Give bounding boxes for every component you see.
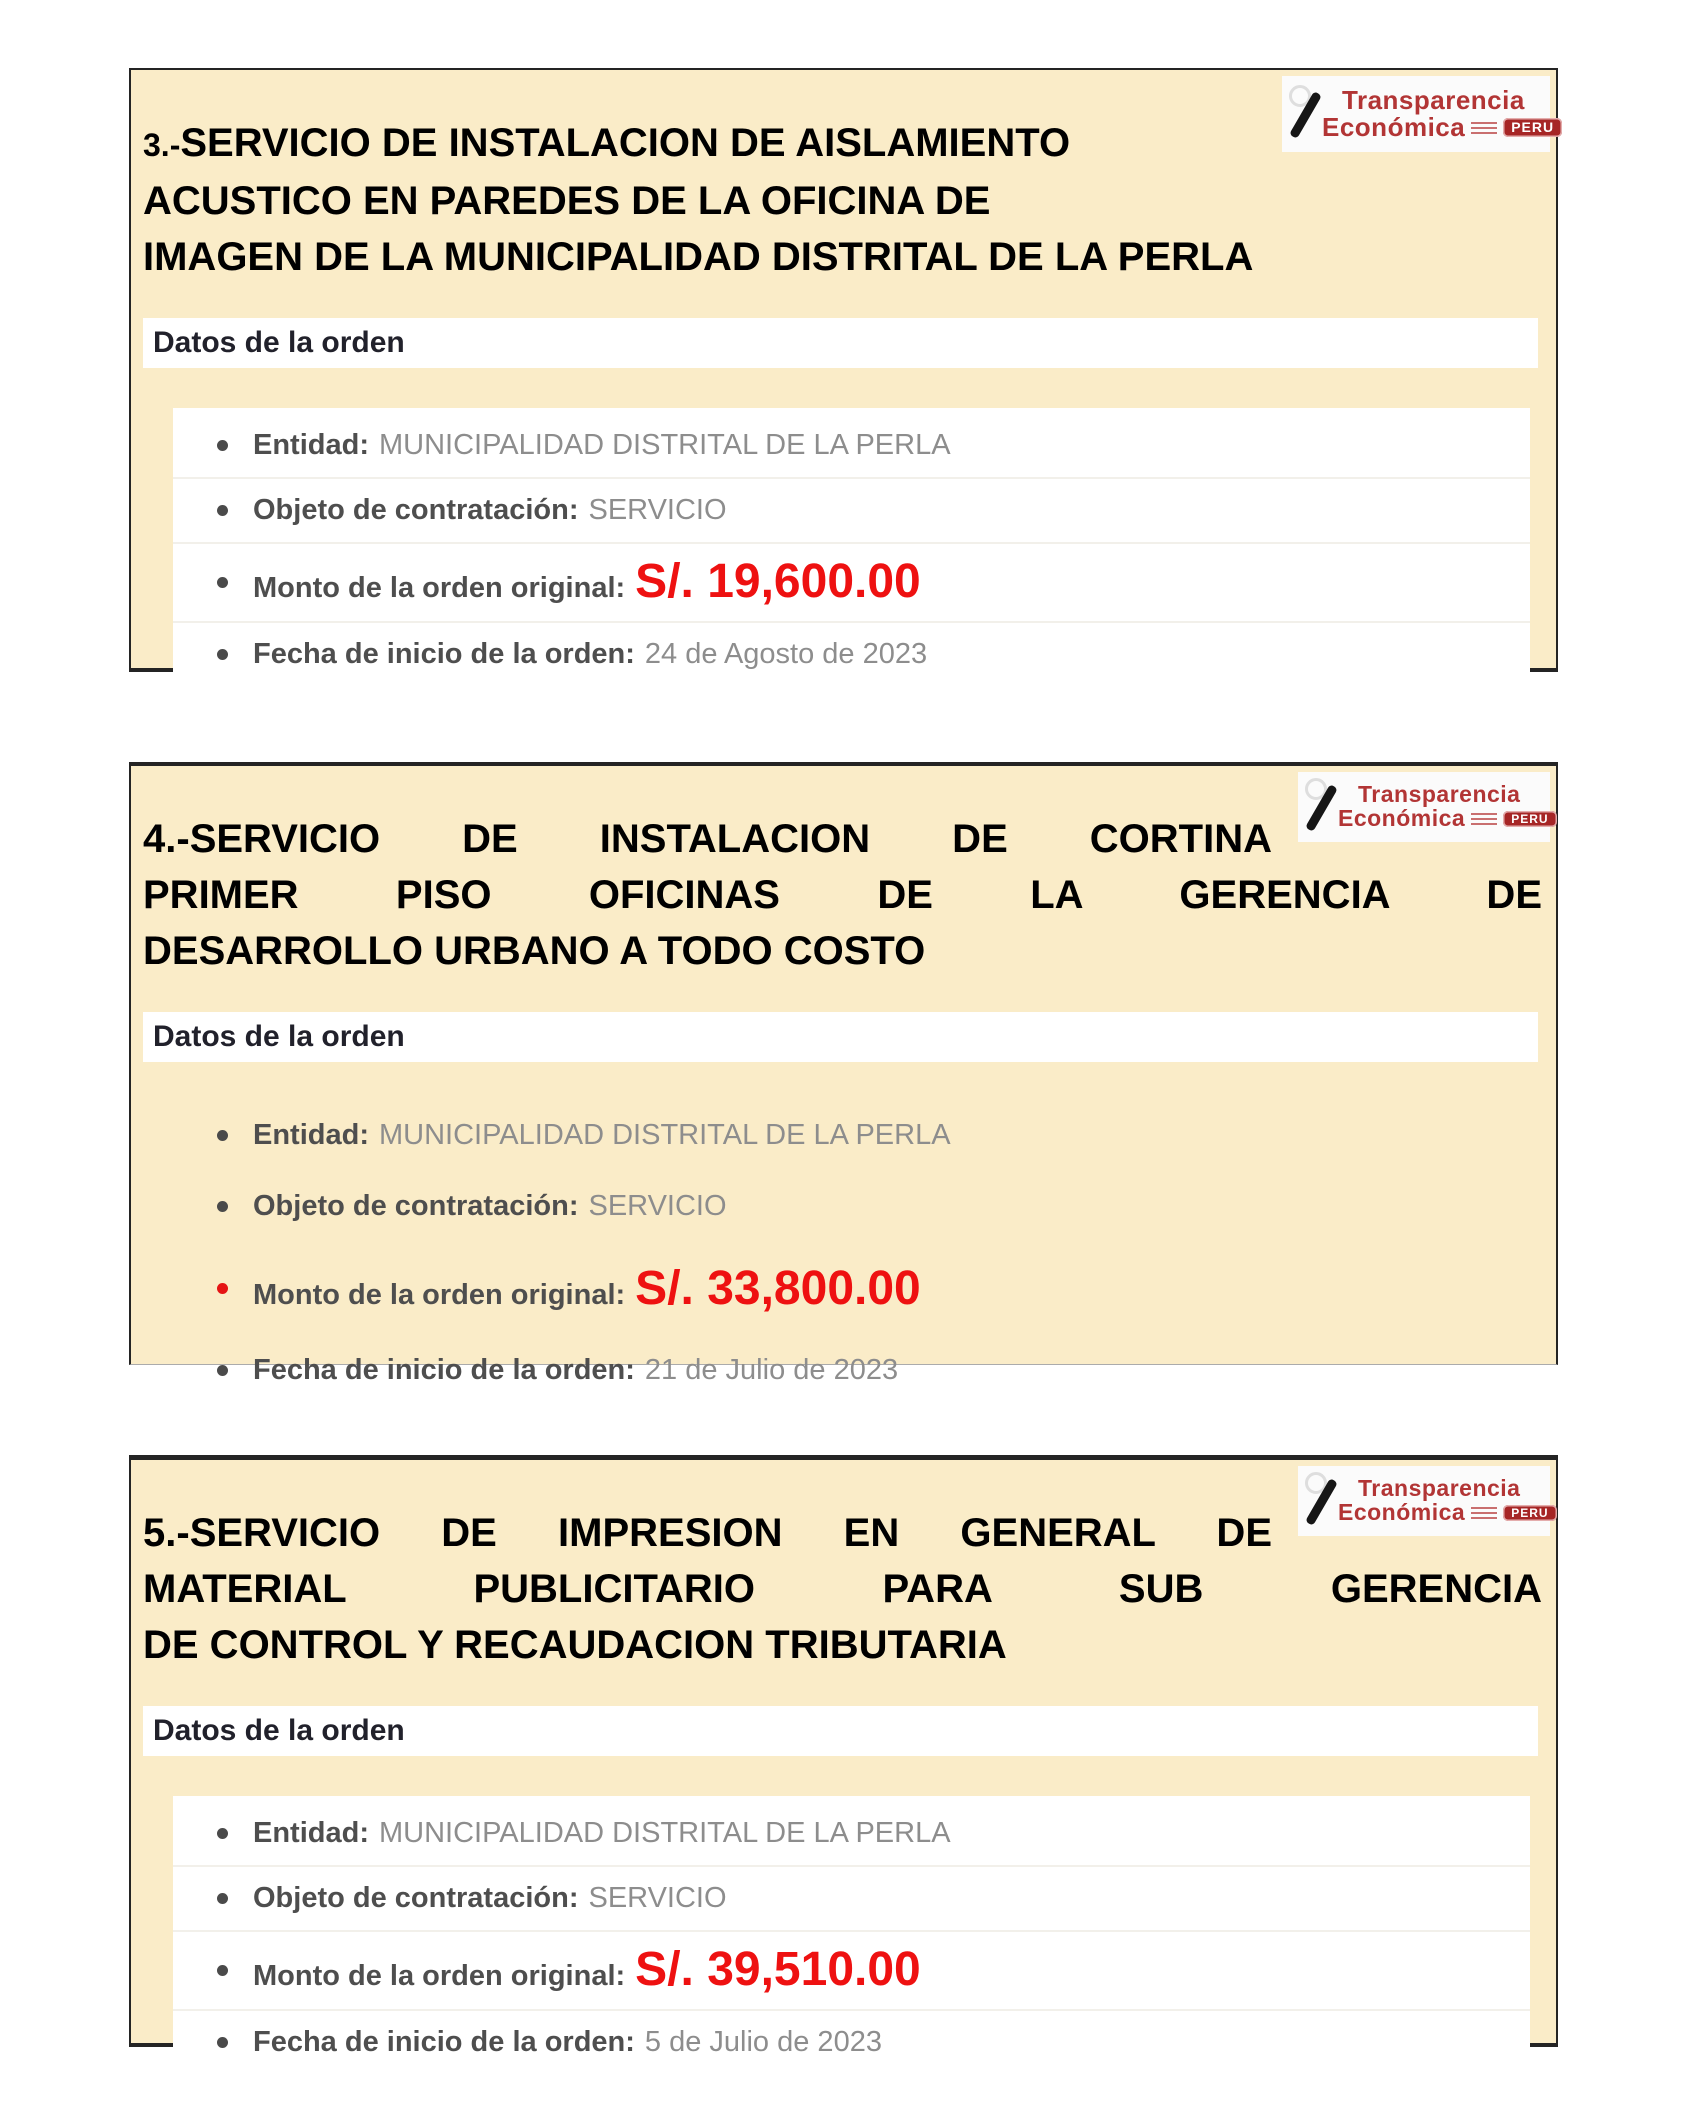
- logo-text: [1338, 1477, 1557, 1525]
- order-title-text: SERVICIO DE INSTALACION DE CORTINA: [189, 817, 1272, 862]
- order-field-row: [173, 621, 1530, 686]
- order-number: 4.-: [143, 817, 190, 862]
- logo-line2-word: Económica: [1322, 112, 1466, 142]
- field-value-amount: S/. 19,600.00: [635, 555, 921, 609]
- logo-line1: Transparencia: [1358, 781, 1521, 808]
- order-field-row: [173, 1865, 1530, 1930]
- pen-slash-icon: [1304, 1472, 1338, 1530]
- field-label: Objeto de contratación:: [253, 1882, 579, 1915]
- pen-slash-icon: [1304, 778, 1338, 836]
- field-value: MUNICIPALIDAD DISTRITAL DE LA PERLA: [379, 1119, 951, 1152]
- order-field-row: [173, 542, 1530, 621]
- order-field-row: [173, 1335, 1530, 1406]
- order-title-text: SERVICIO DE INSTALACION DE AISLAMIENTO: [180, 121, 1071, 166]
- field-label: Entidad:: [253, 429, 369, 462]
- logo-line2: [1322, 114, 1562, 141]
- field-value: 5 de Julio de 2023: [644, 2026, 882, 2059]
- field-value: SERVICIO: [588, 1882, 727, 1915]
- speed-lines-icon: [1471, 813, 1497, 825]
- order-field-row: [173, 1242, 1530, 1335]
- transparencia-economica-logo[interactable]: [1298, 1466, 1550, 1536]
- white-footer-strip: [173, 1424, 1530, 1446]
- logo-line1: Transparencia: [1342, 84, 1525, 115]
- section-header-datos-de-la-orden: Datos de la orden: [143, 318, 1538, 368]
- order-number: 5.-: [143, 1511, 190, 1556]
- order-title-line: [143, 1561, 1542, 1617]
- logo-line1: Transparencia: [1358, 1475, 1521, 1502]
- transparencia-economica-logo[interactable]: [1282, 76, 1555, 152]
- order-title-text: ACUSTICO EN PAREDES DE LA OFICINA DE: [143, 179, 991, 224]
- order-fields: [173, 1796, 1530, 2080]
- section-header-datos-de-la-orden: Datos de la orden: [143, 1706, 1538, 1756]
- order-field-row: [173, 414, 1530, 477]
- field-value: 24 de Agosto de 2023: [644, 638, 928, 671]
- order-field-row: [173, 1802, 1530, 1865]
- order-title-text: IMAGEN DE LA MUNICIPALIDAD DISTRITAL DE LA PERLA: [143, 235, 1254, 280]
- order-title-line: [143, 867, 1542, 923]
- order-title-line: [143, 229, 1542, 285]
- logo-text: [1322, 84, 1562, 142]
- peru-badge: PERU: [1503, 118, 1562, 137]
- order-fields: [173, 408, 1530, 692]
- field-value: SERVICIO: [588, 494, 727, 527]
- order-card: [129, 68, 1558, 672]
- logo-line2: [1338, 1501, 1557, 1525]
- order-title-text: MATERIAL PUBLICITARIO PARA SUB GERENCIA: [143, 1567, 1542, 1612]
- speed-lines-icon: [1471, 1507, 1497, 1519]
- field-value-amount: S/. 39,510.00: [635, 1943, 921, 1997]
- field-label: Monto de la orden original:: [253, 1960, 626, 1993]
- order-title-line: [143, 1617, 1542, 1673]
- field-value: SERVICIO: [588, 1190, 727, 1223]
- order-title-text: DE CONTROL Y RECAUDACION TRIBUTARIA: [143, 1623, 1007, 1668]
- order-field-row: [173, 1100, 1530, 1171]
- order-number: 3.-: [143, 127, 181, 164]
- field-label: Monto de la orden original:: [253, 1279, 626, 1312]
- peru-badge: PERU: [1503, 1505, 1556, 1521]
- order-field-row: [173, 2009, 1530, 2074]
- order-title-text: DESARROLLO URBANO A TODO COSTO: [143, 929, 926, 974]
- field-value: 21 de Julio de 2023: [644, 1354, 899, 1387]
- logo-line2: [1338, 807, 1557, 831]
- logo-text: [1338, 783, 1557, 831]
- order-title-text: SERVICIO DE IMPRESION EN GENERAL DE: [189, 1511, 1272, 1556]
- field-label: Fecha de inicio de la orden:: [253, 2026, 635, 2059]
- orders-list: [129, 68, 1685, 2059]
- section-header-datos-de-la-orden: Datos de la orden: [143, 1012, 1538, 1062]
- field-value: MUNICIPALIDAD DISTRITAL DE LA PERLA: [379, 1817, 951, 1850]
- speed-lines-icon: [1471, 122, 1497, 134]
- field-label: Fecha de inicio de la orden:: [253, 638, 635, 671]
- logo-line2-word: Económica: [1338, 1499, 1466, 1525]
- order-field-row: [173, 1930, 1530, 2009]
- logo-line2-word: Económica: [1338, 805, 1466, 831]
- field-label: Monto de la orden original:: [253, 572, 626, 605]
- field-label: Objeto de contratación:: [253, 1190, 579, 1223]
- peru-badge: PERU: [1503, 811, 1556, 827]
- transparencia-economica-logo[interactable]: [1298, 772, 1550, 842]
- field-label: Entidad:: [253, 1119, 369, 1152]
- field-label: Objeto de contratación:: [253, 494, 579, 527]
- order-fields: [173, 1094, 1530, 1412]
- order-field-row: [173, 477, 1530, 542]
- field-label: Entidad:: [253, 1817, 369, 1850]
- order-title-text: PRIMER PISO OFICINAS DE LA GERENCIA DE: [143, 873, 1542, 918]
- field-label: Fecha de inicio de la orden:: [253, 1354, 635, 1387]
- order-title-line: [143, 923, 1542, 979]
- order-field-row: [173, 1171, 1530, 1242]
- order-card: [129, 762, 1558, 1387]
- order-title-line: [143, 173, 1542, 229]
- field-value: MUNICIPALIDAD DISTRITAL DE LA PERLA: [379, 429, 951, 462]
- order-card: [129, 1455, 1558, 2059]
- field-value-amount: S/. 33,800.00: [635, 1262, 921, 1316]
- pen-slash-icon: [1288, 85, 1322, 143]
